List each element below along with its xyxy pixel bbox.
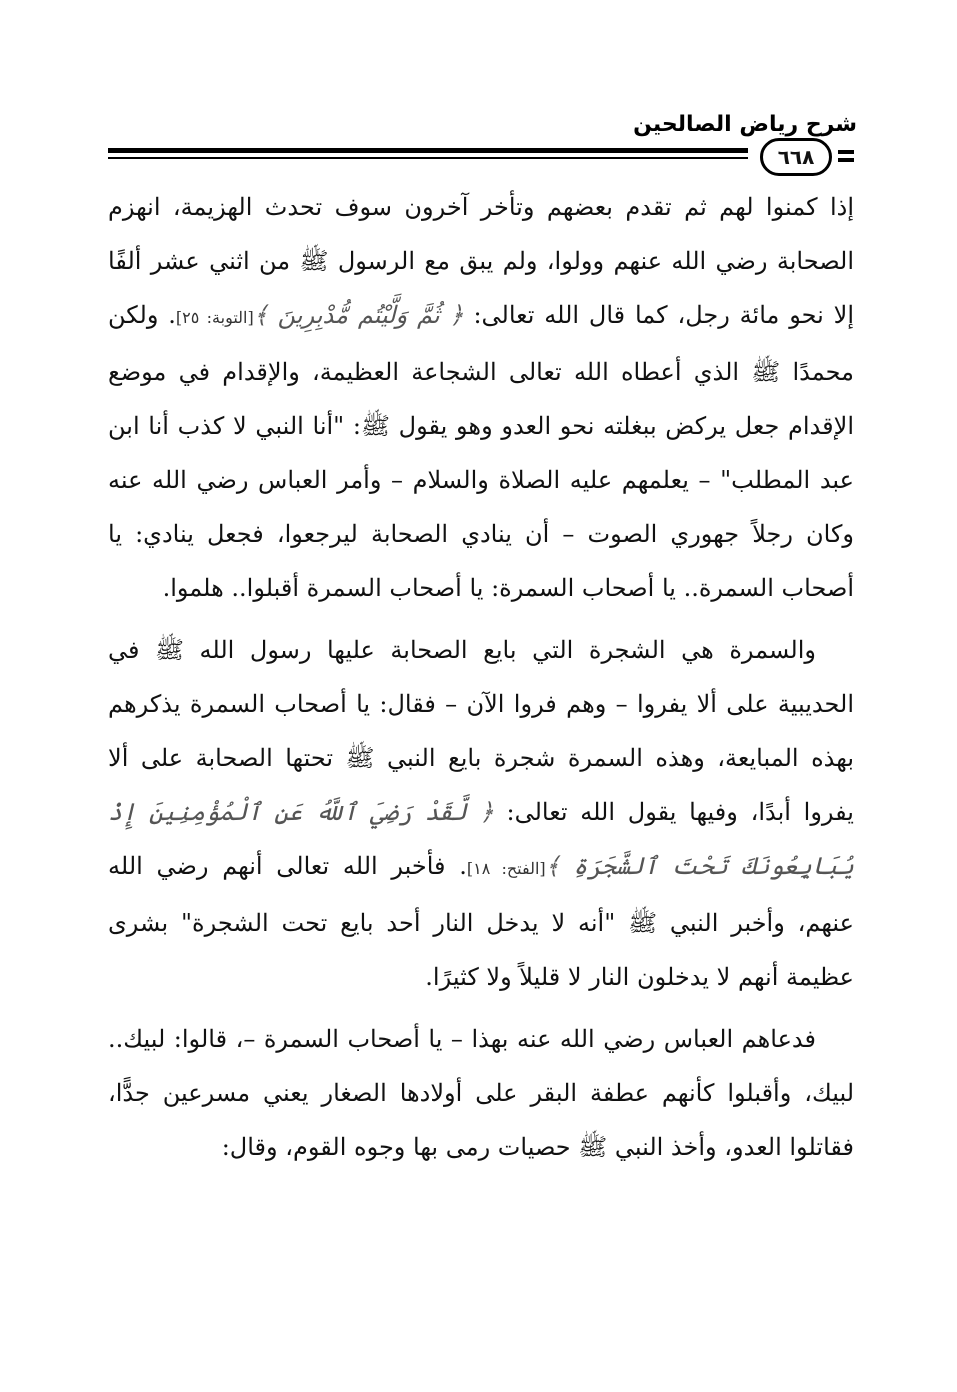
page-number: ٦٦٨ — [760, 138, 832, 176]
paragraph-1-text-b: . ولكن محمدًا ﷺ الذي أعطاه الله تعالى الشجاعة العظيمة، والإقدام في موضع الإقدام جعل يركض ببغلته نحو العدو وهو يقول ﷺ: "أنا النبي لا كذب أنا ابن عبد المطلب" – يعلمهم عليه الصلاة والسلام – وأمر العباس رضي الله عنه وكان رجلاً جهوري الصوت – أن ينادي الصحابة ليرجعوا، فجعل ينادي: يا أصحاب السمرة.. يا أصحاب السمرة: يا أصحاب السمرة أقبلوا.. هلموا. — [108, 301, 854, 602]
verse-reference-tawbah: [التوبة: ٢٥] — [175, 308, 254, 327]
paragraph-2-text-a: والسمرة هي الشجرة التي بايع الصحابة عليها رسول الله ﷺ في الحديبية على ألا يفروا – وهم فروا الآن – فقال: يا أصحاب السمرة يذكرهم بهذه المبايعة، وهذه السمرة شجرة بايع النبي ﷺ تحتها الصحابة على ألا يفروا أبدًا، وفيها يقول الله تعالى: — [108, 636, 854, 826]
paragraph-2 — [108, 623, 854, 1004]
verse-reference-fath: [الفتح: ١٨] — [466, 859, 546, 878]
paragraph-3 — [108, 1012, 854, 1174]
page-number-bar-top — [838, 150, 854, 154]
paragraph-3-text: فدعاهم العباس رضي الله عنه بهذا – يا أصحاب السمرة –، قالوا: لبيك.. لبيك، وأقبلوا كأنهم عطفة البقر على أولادها الصغار يعني مسرعين جدًّا، فقاتلوا العدو، وأخذ النبي ﷺ حصيات رمى بها وجوه القوم، وقال: — [108, 1025, 854, 1161]
page-body — [108, 180, 854, 1182]
paragraph-1-text-a: إذا كمنوا لهم ثم تقدم بعضهم وتأخر آخرون سوف تحدث الهزيمة، انهزم الصحابة رضي الله عنهم وولوا، ولم يبق مع الرسول ﷺ من اثني عشر ألفًا إلا نحو مائة رجل، كما قال الله تعالى: — [108, 193, 854, 329]
quran-verse-tawbah: ﴿ ثُمَّ وَلَّيْتُم مُّدْبِرِينَ ﴾ — [253, 301, 464, 329]
page-number-bar-bottom — [838, 158, 854, 162]
page-header — [0, 0, 957, 190]
paragraph-1 — [108, 180, 854, 615]
header-rule-thin — [108, 157, 748, 159]
quran-verse-fath: ﴿ لَّقَدْ رَضِيَ ٱللَّهُ عَنِ ٱلْمُؤْمِنِينَ إِذْ يُبَايِعُونَكَ تَحْتَ ٱلشَّجَرَةِ ﴾ — [108, 798, 854, 880]
paragraph-2-text-b: . فأخبر الله تعالى أنهم رضي الله عنهم، وأخبر النبي ﷺ "أنه لا يدخل النار أحد بايع تحت الشجرة" بشرى عظيمة أنهم لا يدخلون النار لا قليلاً ولا كثيرًا. — [108, 852, 854, 991]
book-title: شرح رياض الصالحين — [633, 112, 857, 137]
header-rule-thick — [108, 148, 748, 153]
